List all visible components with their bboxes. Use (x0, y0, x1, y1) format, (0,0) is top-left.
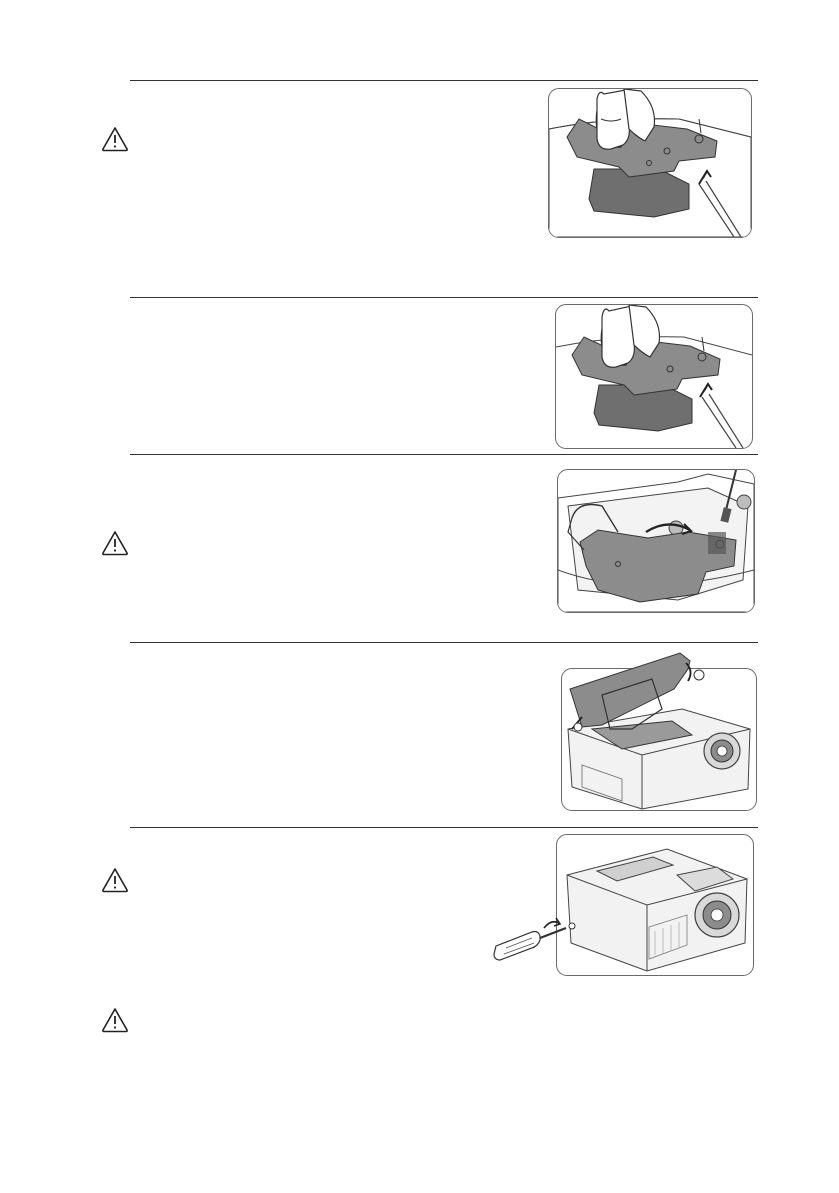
step-1-divider (130, 80, 758, 81)
warning-triangle-icon (101, 1007, 129, 1033)
step-4-divider (130, 642, 758, 643)
page-number (378, 1186, 408, 1193)
warning-triangle-icon (101, 126, 129, 152)
warning-triangle-icon (101, 530, 129, 556)
step-3-illustration (557, 469, 755, 613)
step-5-divider (130, 827, 758, 828)
step-4-illustration (561, 668, 757, 811)
step-2-divider (130, 297, 758, 298)
screwdriver-icon (492, 910, 584, 962)
warning-triangle-icon (101, 867, 129, 893)
step-2-illustration (555, 304, 753, 449)
step-5-illustration (556, 834, 754, 976)
step-3-divider (130, 454, 758, 455)
step-1-illustration (548, 88, 752, 238)
